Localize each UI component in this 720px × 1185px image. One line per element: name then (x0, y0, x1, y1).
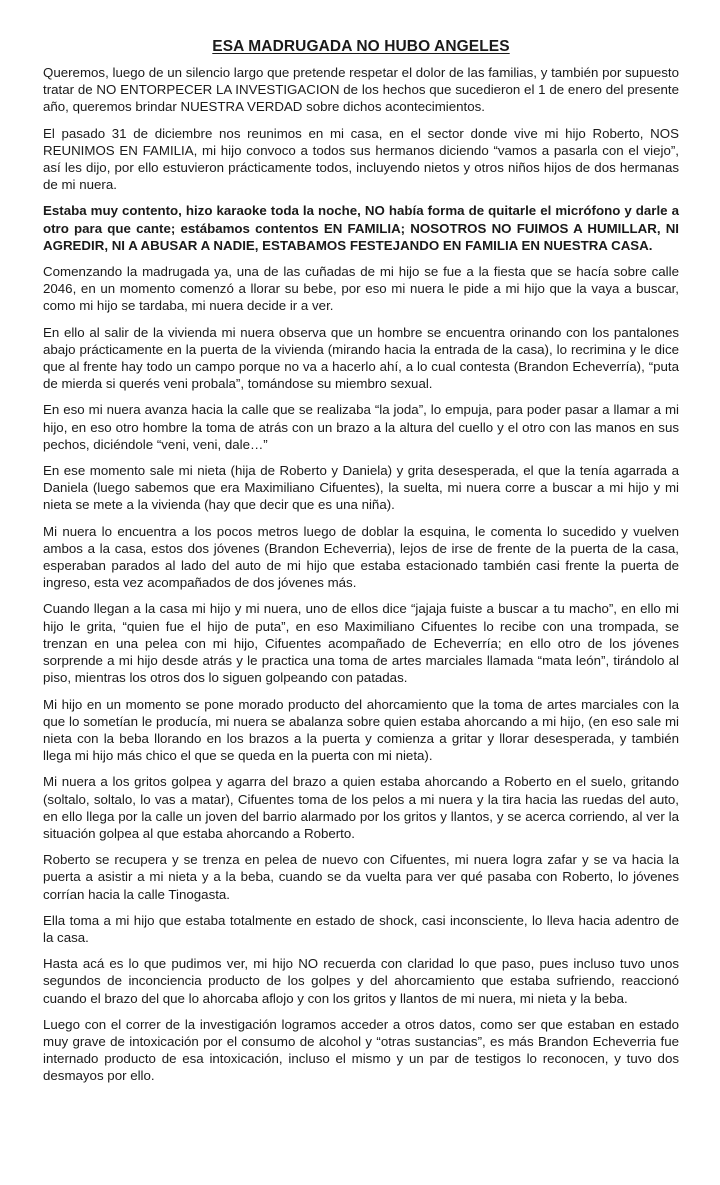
document-title: ESA MADRUGADA NO HUBO ANGELES (212, 38, 510, 55)
paragraph: Mi nuera lo encuentra a los pocos metros luego de doblar la esquina, le comenta lo sucedido y vuelven ambos a la casa, estos dos jóvenes (Brandon Echeverria), lejos de irse de frente de la puerta de la casa, esperaban parados al lado del auto de mi hijo que estaba estacionado también casi frente la puerta de ingreso, esta vez acompañados de dos jóvenes más. (43, 523, 679, 591)
paragraph: Queremos, luego de un silencio largo que pretende respetar el dolor de las familias, y también por supuesto tratar de NO ENTORPECER LA INVESTIGACION de los hechos que sucedieron el 1 de enero del presente año, queremos brindar NUESTRA VERDAD sobre dichos acontecimientos. (43, 65, 679, 115)
paragraph: Hasta acá es lo que pudimos ver, mi hijo NO recuerda con claridad lo que paso, pues incluso tuvo unos segundos de inconciencia producto de los golpes y del ahorcamiento que estaba sufriendo, reaccionó cuando el brazo del que lo ahorcaba aflojo y con los gritos y llantos de mi nuera, mi nieta y la beba. (43, 956, 679, 1006)
paragraph-bold: Estaba muy contento, hizo karaoke toda la noche, NO había forma de quitarle el micrófono y darle a otro para que cante; estábamos contentos EN FAMILIA; NOSOTROS NO FUIMOS A HUMILLAR, NI AGREDIR, NI A ABUSAR A NADIE, ESTABAMOS FESTEJANDO EN FAMILIA EN NUESTRA CASA. (43, 203, 679, 253)
paragraph: Roberto se recupera y se trenza en pelea de nuevo con Cifuentes, mi nuera logra zafar y se va hacia la puerta a asistir a mi nieta y a la beba, cuando se da vuelta para ver qué pasaba con Roberto, lo jóvenes corrían hacia la calle Tinogasta. (43, 852, 679, 902)
paragraph: En ese momento sale mi nieta (hija de Roberto y Daniela) y grita desesperada, el que la tenía agarrada a Daniela (luego sabemos que era Maximiliano Cifuentes), la suelta, mi nuera corre a buscar a mi hijo y mi nieta se mete a la vivienda (hay que decir que es una niña). (43, 463, 679, 513)
paragraph: Mi hijo en un momento se pone morado producto del ahorcamiento que la toma de artes marciales con la que lo sometían le producía, mi nuera se abalanza sobre quien estaba ahorcando a mi hijo, (en eso sale mi nieta con la beba llorando en los brazos a la puerta y comienza a gritar y llorar desesperada, y también llega mi hijo más chico el que se queda en la puerta con mi nieta). (43, 696, 679, 764)
paragraph: Luego con el correr de la investigación logramos acceder a otros datos, como ser que estaban en estado muy grave de intoxicación por el consumo de alcohol y “otras sustancias”, es más Brandon Echeverria fue internado producto de esa intoxicación, incluso el mismo y un par de testigos lo reconocen, y tuvo dos desmayos por ello. (43, 1016, 679, 1084)
paragraph: Mi nuera a los gritos golpea y agarra del brazo a quien estaba ahorcando a Roberto en el suelo, gritando (soltalo, soltalo, lo vas a matar), Cifuentes toma de los pelos a mi nuera y la tira hacia las ruedas del auto, en ello llega por la calle un joven del barrio alarmado por los gritos y llantos, y se acerca corriendo, al ver la situación golpea al que estaba ahorcando a Roberto. (43, 774, 679, 841)
paragraph: El pasado 31 de diciembre nos reunimos en mi casa, en el sector donde vive mi hijo Roberto, NOS REUNIMOS EN FAMILIA, mi hijo convoco a todos sus hermanos diciendo “vamos a pasarla con el viejo”, así les dijo, por ello estuvieron prácticamente todos, incluyendo nietos y otros niños hijos de dos hermanas de mi nuera. (43, 125, 679, 193)
document-page (43, 38, 679, 1094)
paragraph: En eso mi nuera avanza hacia la calle que se realizaba “la joda”, lo empuja, para poder pasar a llamar a mi hijo, en eso otro hombre la toma de atrás con un brazo a la altura del cuello y el otro con las manos en sus pechos, diciéndole “veni, veni, dale…” (43, 402, 679, 452)
paragraph: En ello al salir de la vivienda mi nuera observa que un hombre se encuentra orinando con los pantalones abajo prácticamente en la puerta de la vivienda (mirando hacia la entrada de la casa), lo recrimina y le dice que al frente hay todo un campo porque no va a hacerlo ahí, a lo cual contesta (Brandon Echeverría), “puta de mierda si querés veni probala”, tomándose su miembro sexual. (43, 324, 679, 392)
paragraph: Comenzando la madrugada ya, una de las cuñadas de mi hijo se fue a la fiesta que se hacía sobre calle 2046, en un momento comenzó a llorar su bebe, por eso mi nuera le pide a mi hijo que la vaya a buscar, como mi hijo se tardaba, mi nuera decide ir a ver. (43, 264, 679, 314)
paragraph: Cuando llegan a la casa mi hijo y mi nuera, uno de ellos dice “jajaja fuiste a buscar a tu macho”, en ello mi hijo le grita, “quien fue el hijo de puta”, en eso Maximiliano Cifuentes lo recibe con una trompada, se trenzan en una pelea con mi hijo, Cifuentes acompañado de Echeverría; en ello otro de los jóvenes sorprende a mi hijo desde atrás y le practica una toma de artes marciales llamada “mata león”, tirándolo al piso, mientras los otros dos lo siguen golpeando con patadas. (43, 601, 679, 686)
document-body (43, 64, 679, 1085)
paragraph: Ella toma a mi hijo que estaba totalmente en estado de shock, casi inconsciente, lo lleva hacia adentro de la casa. (43, 912, 679, 945)
